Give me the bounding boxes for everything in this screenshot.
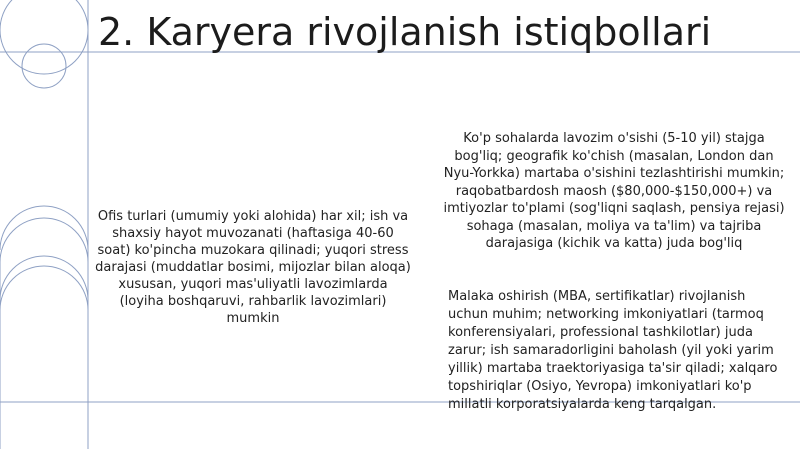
- right-bottom-text-block: Malaka oshirish (MBA, sertifikatlar) rivojlanish uchun muhim; networking imkoniyatlari (tarmoq konferensiyalari, professional tashkilotlar) juda zarur; ish samaradorligini baholash (yil yoki yarim yillik) martaba traektoriyasiga ta'sir qiladi; xalqaro topshiriqlar (Osiyo, Yevropa) imkoniyatlari ko'p millatli korporatsiyalarda keng tarqalgan.: [448, 289, 778, 412]
- deco-circle-top-large: [0, 0, 88, 74]
- deco-arc-3: [0, 256, 88, 300]
- deco-circle-top-small: [22, 44, 66, 88]
- left-text-block: Ofis turlari (umumiy yoki alohida) har xil; ish va shaxsiy hayot muvozanati (haftasiga 40-60 soat) ko'pincha muzokara qilinadi; yuqori stress darajasi (muddatlar bosimi, mijozlar bilan aloqa) xususan, yuqori mas'uliyatli lavozimlarda (loyiha boshqaruvi, rahbarlik lavozimlari) mumkin: [95, 209, 411, 326]
- slide-title: 2. Karyera rivojlanish istiqbollari: [98, 10, 712, 54]
- deco-arch: [0, 218, 88, 449]
- deco-arc-2: [0, 206, 88, 250]
- right-top-text-block: Ko'p sohalarda lavozim o'sishi (5-10 yil) stajga bog'liq; geografik ko'chish (masalan, London dan Nyu-Yorkka) martaba o'sishini tezlashtirishi mumkin; raqobatbardosh maosh ($80,000-$150,000+) va imtiyozlar to'plami (sog'liqni saqlash, pensiya rejasi) sohaga (masalan, moliya va ta'lim) va tajriba darajasiga (kichik va katta) juda bog'liq: [443, 131, 785, 251]
- deco-arc-1: [0, 266, 88, 310]
